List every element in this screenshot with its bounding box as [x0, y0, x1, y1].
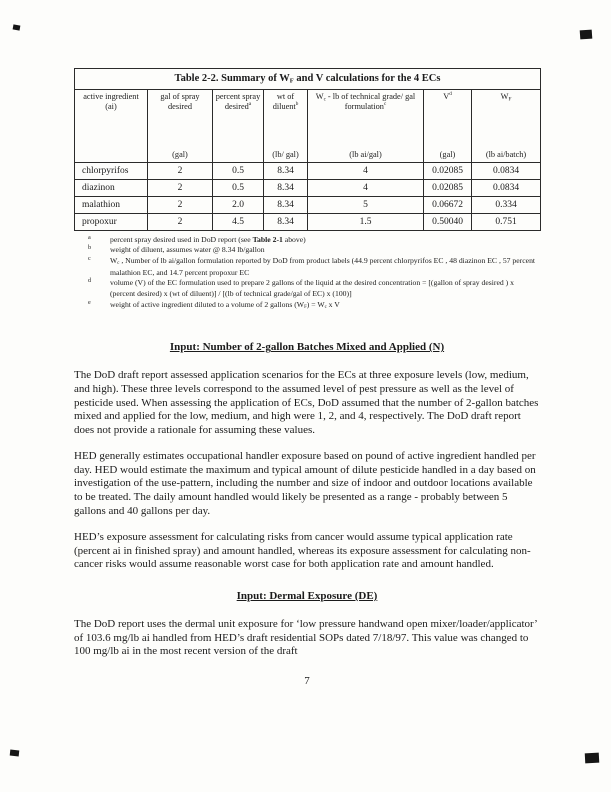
column-header-v: V$^d$ (gal)	[424, 89, 472, 162]
column-header-wf: $W_F$ (lb ai/batch)	[472, 89, 541, 162]
column-header-gal-spray: gal of spray desired (gal)	[148, 89, 213, 162]
cell-v: 0.06672	[424, 196, 472, 213]
cell-wc: 5	[308, 196, 424, 213]
paragraph-batches-3: HED’s exposure assessment for calculating risks from cancer would assume typical application rate (percent ai in finished spray) and amount handled, whereas its exposure assessment for calculating non-cancer risks would assume reasonable worst case for both application rate and amount handled.	[74, 531, 531, 571]
cell-gal: 2	[148, 162, 213, 179]
cell-active-ingredient: chlorpyrifos	[75, 162, 148, 179]
footnote-letter: a	[88, 233, 91, 241]
page-number: 7	[304, 674, 310, 687]
footnote-letter: e	[88, 298, 91, 306]
cell-v: 0.02085	[424, 162, 472, 179]
table-title: Table 2-2. Summary of $W_F$ and V calculations for the 4 ECs	[75, 69, 541, 90]
cell-v: 0.50040	[424, 213, 472, 230]
section-heading-batches: Input: Number of 2-gallon Batches Mixed and Applied (N)	[169, 341, 445, 354]
cell-active-ingredient: propoxur	[75, 213, 148, 230]
cell-percent: 0.5	[213, 162, 264, 179]
scan-artifact-bottom-left	[10, 750, 20, 757]
scan-artifact-top-right	[580, 30, 593, 40]
cell-wt: 8.34	[264, 179, 308, 196]
table-header-row	[75, 89, 541, 162]
footnote-letter: b	[88, 244, 92, 252]
scan-artifact-bottom-right	[585, 753, 600, 764]
footnote-letter: c	[88, 254, 91, 262]
column-header-wt-diluent: wt of diluent$^b$ (lb/ gal)	[264, 89, 308, 162]
cell-active-ingredient: malathion	[75, 196, 148, 213]
table-row	[75, 196, 541, 213]
cell-wt: 8.34	[264, 162, 308, 179]
footnote-b	[74, 245, 540, 256]
column-header-percent-spray: percent spray desired$^a$	[213, 89, 264, 162]
table-row	[75, 179, 541, 196]
summary-table	[74, 68, 541, 231]
cell-percent: 2.0	[213, 196, 264, 213]
footnote-text: weight of diluent, assumes water @ 8.34 lb/gallon	[110, 245, 265, 255]
page-content	[74, 68, 540, 687]
footnote-text: weight of active ingredient diluted to a volume of 2 gallons $(W_F) = W_c$ x V	[110, 299, 340, 310]
cell-wf: 0.751	[472, 213, 541, 230]
cell-wc: 4	[308, 179, 424, 196]
cell-gal: 2	[148, 196, 213, 213]
paragraph-batches-2: HED generally estimates occupational handler exposure based on pound of active ingredient handled per day. HED would estimate the maximum and typical amount of dilute pesticide handled in a day based on investigation of the use-pattern, including the number and size of indoor and outdoor locations available to be treated. The daily amount handled would likely be presented as a range - probably between 5 gallons and 40 gallons per day.	[74, 450, 536, 517]
footnote-letter: d	[88, 277, 92, 285]
column-header-active-ingredient: active ingredient (ai)	[75, 89, 148, 162]
table-row	[75, 162, 541, 179]
footnote-e	[74, 300, 540, 312]
cell-gal: 2	[148, 179, 213, 196]
footnote-text: $W_c$ , Number of lb ai/gallon formulation reported by DoD from product labels (44.9 percent chlorpyrifos EC , 48 diazinon EC , 57 percent malathion EC, and 14.7 percent propoxur EC	[110, 255, 536, 277]
paragraph-batches-1: The DoD draft report assessed application scenarios for the ECs at three exposure levels (low, medium, and high). These three levels correspond to the assumed level of pest pressure as well as the level of pesticide used. When assessing the application of ECs, DoD assumed that the number of 2-gallon batches mixed and applied for the low, medium, and high were 1, 2, and 4, respectively. The DoD draft report does not provide a rationale for assuming these values.	[74, 369, 539, 436]
cell-active-ingredient: diazinon	[75, 179, 148, 196]
cell-wf: 0.0834	[472, 162, 541, 179]
column-header-wc: $W_c$ - lb of technical grade/ gal formulation$^c$ (lb ai/gal)	[308, 89, 424, 162]
cell-wt: 8.34	[264, 213, 308, 230]
paragraph-dermal-1: The DoD report uses the dermal unit exposure for ‘low pressure handwand open mixer/loader/applicator’ of 103.6 mg/lb ai handled from HED’s draft residential SOPs dated 7/18/97. This value was changed to 100 mg/lb ai in the most recent version of the draft	[74, 618, 537, 658]
cell-wf: 0.334	[472, 196, 541, 213]
footnote-a	[74, 235, 540, 246]
cell-wt: 8.34	[264, 196, 308, 213]
section-heading-dermal: Input: Dermal Exposure (DE)	[236, 590, 378, 603]
cell-wc: 1.5	[308, 213, 424, 230]
scan-artifact-top-left	[13, 24, 21, 30]
table-title-row	[75, 69, 541, 90]
cell-gal: 2	[148, 213, 213, 230]
cell-wc: 4	[308, 162, 424, 179]
footnote-d	[74, 278, 540, 299]
footnote-text: volume (V) of the EC formulation used to prepare 2 gallons of the liquid at the desired concentration = [(gallon of spray desired ) x (percent desired) x (wt of diluent)] / [(lb of technical grade/gal of EC) x (100)]	[110, 278, 514, 298]
cell-percent: 4.5	[213, 213, 264, 230]
table-row	[75, 213, 541, 230]
cell-wf: 0.0834	[472, 179, 541, 196]
footnote-text: percent spray desired used in DoD report (see Table 2-1 above)	[110, 234, 306, 244]
footnote-c	[74, 256, 540, 278]
cell-v: 0.02085	[424, 179, 472, 196]
cell-percent: 0.5	[213, 179, 264, 196]
table-footnotes	[74, 235, 540, 312]
